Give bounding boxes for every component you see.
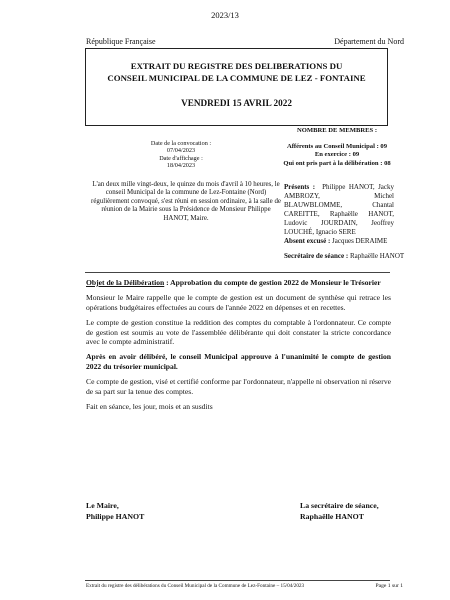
objet-label: Objet de la Délibération	[86, 278, 165, 287]
maire-name: Philippe HANOT	[86, 512, 145, 521]
deliberation-body	[86, 278, 391, 417]
title-line-2: CONSEIL MUNICIPAL DE LA COMMUNE DE LEZ - FONTAINE	[107, 73, 366, 83]
footer-rule	[85, 580, 390, 581]
secretaire-name: Raphaëlle HANOT	[349, 252, 405, 260]
membres-header: NOMBRE DE MEMBRES :	[296, 127, 378, 134]
secretaire-label: Secrétaire de séance :	[284, 252, 349, 260]
page-number: Page 1 sur 1	[375, 583, 403, 589]
membres-deliberation: Qui ont pris part à la délibération : 08	[283, 159, 391, 167]
separator-rule	[85, 272, 390, 273]
paragraph-3: Ce compte de gestion, visé et certifié conforme par l'ordonnateur, n'appelle ni observation ni réserve de sa part sur la tenue des comptes.	[86, 377, 391, 396]
paragraph-1: Monsieur le Maire rappelle que le compte de gestion est un document de synthèse qui retrace les opérations budgétaires effectuées au cours de l'année 2022 en dépenses et en recettes.	[86, 293, 391, 312]
maire-title: Le Maire,	[86, 501, 119, 510]
session-date: VENDREDI 15 AVRIL 2022	[181, 98, 292, 108]
footer-text: Extrait du registre des délibérations du Conseil Municipal de la Commune de Lez-Fontaine – 15/04/2023	[86, 583, 305, 589]
preamble: L'an deux mille vingt-deux, le quinze du mois d'avril à 10 heures, le conseil Municipal de la commune de Lez-Fontaine (Nord) régulièrement convoqué, s'est réuni en session ordinaire, à la salle de réunion de la Mairie sous la Présidence de Monsieur Philippe HANOT, Maire.	[91, 181, 281, 222]
convocation-date: 07/04/2023	[166, 147, 196, 155]
header-republique: République Française	[86, 37, 156, 46]
membres-afferents: Afférents au Conseil Municipal : 09	[286, 143, 388, 151]
convocation-label: Date de la convocation :	[150, 140, 212, 147]
document-reference: 2023/13	[211, 10, 239, 20]
title-line-1: EXTRAIT DU REGISTRE DES DELIBERATIONS DU	[130, 61, 343, 71]
header-departement: Département du Nord	[334, 37, 404, 46]
signature-secretaire	[300, 500, 379, 522]
closing: Fait en séance, les jour, mois et an susdits	[86, 402, 213, 412]
membres-block	[283, 127, 391, 168]
decision: Après en avoir délibéré, le conseil Municipal approuve à l'unanimité le compte de gestion 2022 du trésorier municipal.	[86, 352, 391, 371]
membres-exercice: En exercice : 09	[314, 151, 360, 159]
signature-maire	[86, 500, 144, 522]
absent-block	[284, 237, 387, 245]
absent-name: Jacques DERAIME	[332, 237, 388, 245]
absent-label: Absent excusé :	[284, 237, 331, 245]
objet	[86, 278, 391, 287]
objet-text: : Approbation du compte de gestion 2022 de Monsieur le Trésorier	[164, 278, 381, 287]
affichage-label: Date d'affichage :	[159, 154, 203, 162]
secretaire-title: La secrétaire de séance,	[300, 501, 379, 510]
secretaire-block	[284, 252, 404, 260]
presents-label: Présents :	[284, 183, 316, 191]
presents-block	[284, 183, 394, 238]
secretaire-signature-name: Raphaëlle HANOT	[300, 512, 364, 521]
convocation-block	[125, 140, 237, 170]
title-box	[85, 48, 388, 126]
presents-list: Philippe HANOT, Jacky AMBROZY, Michel BLAUWBLOMME, Chantal CAREITTE, Raphaëlle HANOT, Ludovic JOURDAIN, Jeoffrey LOUCHÉ, Ignacio SERE	[284, 183, 395, 237]
affichage-date: 18/04/2023	[166, 162, 196, 170]
paragraph-2: Le compte de gestion constitue la reddition des comptes du comptable à l'ordonnateur. Ce compte de gestion est soumis au vote de l'assemblée délibérante qui doit constater la stricte concordance avec le compte administratif.	[86, 318, 391, 347]
